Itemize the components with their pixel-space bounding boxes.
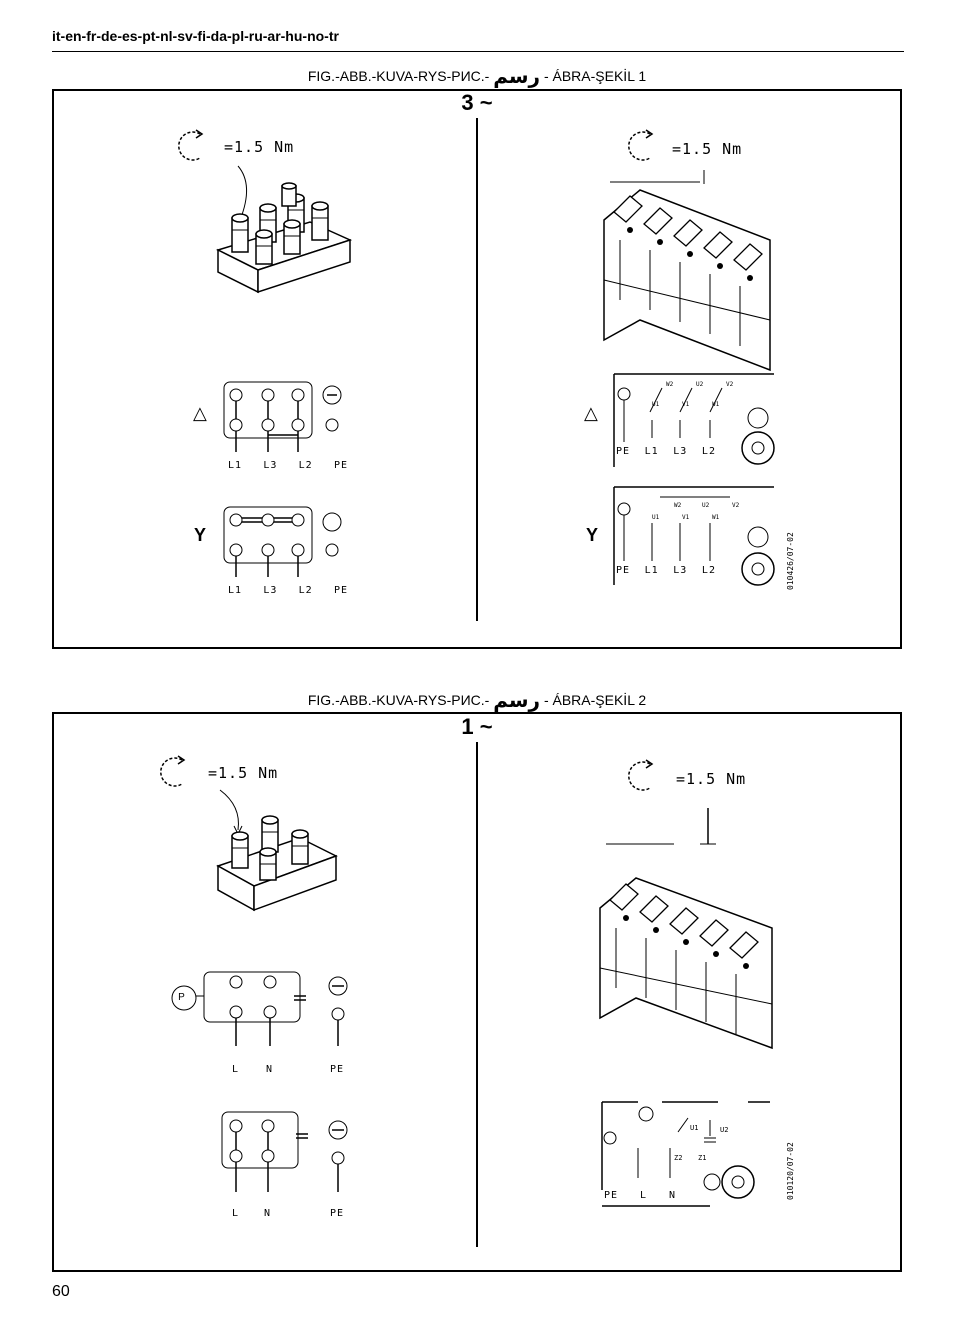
svg-text:W1: W1 — [712, 514, 720, 521]
p-label: P — [178, 992, 186, 1003]
rotation-arrow-icon — [152, 754, 192, 790]
svg-text:U1: U1 — [652, 401, 660, 408]
figure-2-drawing-code: 010120/07-02 — [786, 1142, 795, 1200]
figure-2-caption-arabic: رسم — [493, 688, 541, 712]
header-rule — [52, 51, 904, 52]
label-pe: PE — [330, 1208, 345, 1219]
svg-text:V1: V1 — [682, 401, 690, 408]
figure-1-right-star-symbol: Y — [586, 525, 599, 545]
svg-text:Z2: Z2 — [674, 1154, 683, 1162]
single-phase-capacitor-wiring — [210, 1110, 360, 1204]
figure-2-right-torque: =1.5 Nm — [676, 770, 747, 788]
label-l3: L3 — [673, 565, 688, 576]
label-l1: L1 — [228, 585, 243, 596]
figure-1-caption — [0, 64, 954, 88]
label-l2: L2 — [701, 446, 716, 457]
page-number: 60 — [52, 1283, 70, 1300]
figure-1-right-delta-symbol: △ — [584, 403, 598, 423]
figure-2-right-labels — [604, 1190, 676, 1201]
rotation-arrow-icon — [620, 758, 660, 794]
svg-text:W2: W2 — [666, 381, 674, 388]
figure-1-left-delta-labels — [228, 460, 348, 471]
figure-2-left-torque: =1.5 Nm — [208, 764, 279, 782]
svg-text:U1: U1 — [652, 514, 660, 521]
label-l3: L3 — [263, 460, 278, 471]
delta-schematic — [612, 372, 777, 472]
svg-text:V2: V2 — [726, 381, 734, 388]
terminal-strip-illustration — [600, 170, 780, 370]
figure-2-caption-prefix: FIG.-ABB.-KUVA-RYS-РИС.- — [307, 692, 490, 708]
svg-text:V1: V1 — [682, 514, 690, 521]
label-l1: L1 — [644, 565, 659, 576]
rotation-arrow-icon — [620, 128, 660, 164]
figure-2-caption-suffix: - ÁBRA-ŞEKİL 2 — [543, 692, 647, 708]
figure-1-caption-arabic: رسم — [493, 64, 541, 88]
svg-text:U2: U2 — [720, 1126, 729, 1134]
single-phase-wiring-diagram — [168, 966, 358, 1048]
svg-text:U2: U2 — [702, 502, 710, 509]
label-n: N — [266, 1064, 274, 1075]
terminal-block-6-illustration — [210, 160, 360, 300]
terminal-strip-illustration — [596, 808, 781, 1048]
label-l2: L2 — [701, 565, 716, 576]
label-pe: PE — [333, 460, 348, 471]
figure-1-left-torque: =1.5 Nm — [224, 138, 295, 156]
svg-text:U1: U1 — [690, 1124, 699, 1132]
label-l: L — [232, 1064, 240, 1075]
figure-1-caption-prefix: FIG.-ABB.-KUVA-RYS-РИС.- — [307, 68, 490, 84]
label-l: L — [232, 1208, 240, 1219]
svg-text:Z1: Z1 — [698, 1154, 707, 1162]
figure-2-phase: 1 ~ — [461, 714, 493, 739]
figure-1-left-delta-symbol: △ — [193, 403, 207, 423]
label-pe: PE — [616, 446, 631, 457]
figure-1-drawing-code: 010426/07-02 — [786, 532, 795, 590]
svg-text:V2: V2 — [732, 502, 740, 509]
figure-2-caption — [0, 688, 954, 712]
language-codes: it-en-fr-de-es-pt-nl-sv-fi-da-pl-ru-ar-hu-no-tr — [52, 28, 339, 44]
label-n: N — [668, 1190, 676, 1201]
figure-1-right-star-labels — [616, 565, 716, 576]
label-l2: L2 — [298, 585, 313, 596]
label-l1: L1 — [228, 460, 243, 471]
figure-1-caption-suffix: - ÁBRA-ŞEKİL 1 — [543, 68, 647, 84]
rotation-arrow-icon — [170, 128, 210, 164]
figure-1-divider — [476, 118, 478, 621]
figure-1-phase: 3 ~ — [461, 90, 493, 115]
figure-1-right-torque: =1.5 Nm — [672, 140, 743, 158]
label-l1: L1 — [644, 446, 659, 457]
label-pe: PE — [604, 1190, 619, 1201]
svg-text:W1: W1 — [712, 401, 720, 408]
label-l3: L3 — [263, 585, 278, 596]
figure-1-right-delta-labels — [616, 446, 716, 457]
label-pe: PE — [616, 565, 631, 576]
svg-text:U2: U2 — [696, 381, 704, 388]
terminal-block-4-illustration — [210, 786, 350, 916]
label-l3: L3 — [673, 446, 688, 457]
label-pe: PE — [333, 585, 348, 596]
svg-text:W2: W2 — [674, 502, 682, 509]
label-l2: L2 — [298, 460, 313, 471]
delta-wiring-diagram — [220, 380, 350, 460]
star-wiring-diagram — [220, 505, 350, 585]
label-pe: PE — [330, 1064, 345, 1075]
figure-1-left-star-labels — [228, 585, 348, 596]
label-n: N — [264, 1208, 272, 1219]
figure-2-divider — [476, 742, 478, 1247]
figure-1-left-star-symbol: Y — [194, 525, 207, 545]
label-l: L — [639, 1190, 648, 1201]
